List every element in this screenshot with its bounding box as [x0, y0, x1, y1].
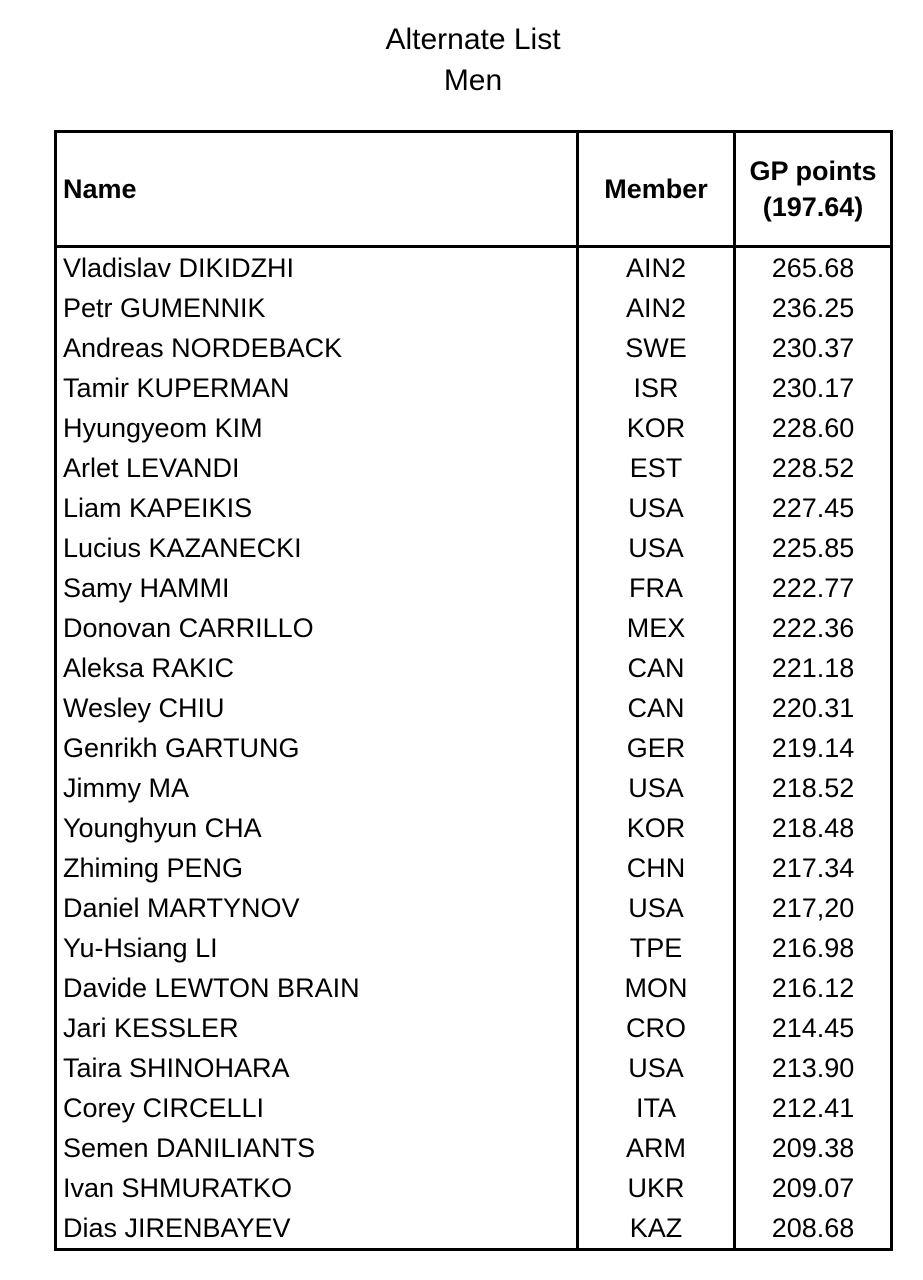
table-header [56, 132, 892, 247]
member-cell: KAZ [578, 1208, 735, 1250]
column-header-gp-points [735, 132, 892, 247]
gp-points-cell: 225.85 [735, 528, 892, 568]
gp-points-cell: 230.37 [735, 328, 892, 368]
skater-name-cell: Daniel MARTYNOV [63, 893, 300, 923]
skater-name-cell: Lucius KAZANECKI [63, 533, 302, 563]
table-row [56, 648, 892, 688]
member-cell: CAN [578, 648, 735, 688]
table-row [56, 448, 892, 488]
member-cell: EST [578, 448, 735, 488]
gp-points-cell: 214.45 [735, 1008, 892, 1048]
table-row [56, 1008, 892, 1048]
column-header-name: Name [56, 132, 578, 247]
skater-name-cell: Davide LEWTON BRAIN [63, 973, 360, 1003]
skater-name-cell: Corey CIRCELLI [63, 1093, 265, 1123]
member-cell: CRO [578, 1008, 735, 1048]
table-row [56, 688, 892, 728]
skater-name-cell: Genrikh GARTUNG [63, 733, 300, 763]
gp-points-cell: 265.68 [735, 247, 892, 289]
member-cell: CHN [578, 848, 735, 888]
table-row [56, 408, 892, 448]
skater-name-cell: Jari KESSLER [63, 1013, 239, 1043]
table-row [56, 968, 892, 1008]
gp-points-cell: 216.98 [735, 928, 892, 968]
gp-points-cell: 217,20 [735, 888, 892, 928]
gp-points-cell: 218.52 [735, 768, 892, 808]
column-header-gp-points-label: GP points [749, 156, 877, 186]
table-row [56, 608, 892, 648]
skater-name-cell: Hyungyeom KIM [63, 413, 263, 443]
skater-name-cell: Vladislav DIKIDZHI [63, 253, 295, 283]
table-row [56, 728, 892, 768]
member-cell: ARM [578, 1128, 735, 1168]
table-row [56, 888, 892, 928]
table-row [56, 368, 892, 408]
gp-points-cell: 212.41 [735, 1088, 892, 1128]
member-cell: USA [578, 888, 735, 928]
table-row [56, 568, 892, 608]
gp-points-cell: 219.14 [735, 728, 892, 768]
alternate-list-table [54, 130, 893, 1251]
member-cell: KOR [578, 808, 735, 848]
gp-points-cell: 236.25 [735, 288, 892, 328]
gp-points-cell: 218.48 [735, 808, 892, 848]
member-cell: AIN2 [578, 288, 735, 328]
gp-points-cell: 222.77 [735, 568, 892, 608]
gp-points-cell: 208.68 [735, 1208, 892, 1250]
table-row [56, 808, 892, 848]
skater-name-cell: Ivan SHMURATKO [63, 1173, 293, 1203]
skater-name-cell: Dias JIRENBAYEV [63, 1213, 291, 1243]
skater-name-cell: Jimmy MA [63, 773, 189, 803]
gp-points-cell: 209.07 [735, 1168, 892, 1208]
skater-name-cell: Yu-Hsiang LI [63, 933, 218, 963]
table-row [56, 1048, 892, 1088]
member-cell: USA [578, 488, 735, 528]
table-row [56, 328, 892, 368]
skater-name-cell: Donovan CARRILLO [63, 613, 314, 643]
gp-points-cell: 217.34 [735, 848, 892, 888]
member-cell: CAN [578, 688, 735, 728]
skater-name-cell: Aleksa RAKIC [63, 653, 235, 683]
gp-points-cell: 220.31 [735, 688, 892, 728]
gp-points-cell: 230.17 [735, 368, 892, 408]
table-row [56, 848, 892, 888]
skater-name-cell: Andreas NORDEBACK [63, 333, 343, 363]
skater-name-cell: Semen DANILIANTS [63, 1133, 316, 1163]
gp-points-cell: 221.18 [735, 648, 892, 688]
skater-name-cell: Taira SHINOHARA [63, 1053, 290, 1083]
gp-points-cell: 213.90 [735, 1048, 892, 1088]
table-row [56, 1168, 892, 1208]
gp-points-cell: 228.52 [735, 448, 892, 488]
table-row [56, 288, 892, 328]
table-row [56, 247, 892, 289]
member-cell: TPE [578, 928, 735, 968]
skater-name-cell: Zhiming PENG [63, 853, 244, 883]
header-row [56, 132, 892, 247]
skater-name-cell: Petr GUMENNIK [63, 293, 266, 323]
skater-name-cell: Samy HAMMI [63, 573, 230, 603]
member-cell: GER [578, 728, 735, 768]
skater-name-cell: Tamir KUPERMAN [63, 373, 290, 403]
member-cell: USA [578, 528, 735, 568]
table-body [56, 247, 892, 1250]
table-row [56, 1208, 892, 1250]
gp-points-cell: 228.60 [735, 408, 892, 448]
table-row [56, 528, 892, 568]
skater-name-cell: Liam KAPEIKIS [63, 493, 253, 523]
skater-name-cell: Arlet LEVANDI [63, 453, 240, 483]
gp-points-cell: 209.38 [735, 1128, 892, 1168]
skater-name-cell: Younghyun CHA [63, 813, 262, 843]
table-row [56, 1128, 892, 1168]
column-header-member: Member [578, 132, 735, 247]
member-cell: USA [578, 768, 735, 808]
table-row [56, 488, 892, 528]
gp-points-cell: 222.36 [735, 608, 892, 648]
member-cell: ITA [578, 1088, 735, 1128]
member-cell: USA [578, 1048, 735, 1088]
member-cell: ISR [578, 368, 735, 408]
member-cell: KOR [578, 408, 735, 448]
gp-points-cell: 227.45 [735, 488, 892, 528]
gp-points-cell: 216.12 [735, 968, 892, 1008]
member-cell: MON [578, 968, 735, 1008]
page-title: Alternate List [385, 23, 561, 56]
member-cell: SWE [578, 328, 735, 368]
table-row [56, 1088, 892, 1128]
skater-name-cell: Wesley CHIU [63, 693, 225, 723]
member-cell: MEX [578, 608, 735, 648]
table-row [56, 768, 892, 808]
table-row [56, 928, 892, 968]
member-cell: AIN2 [578, 247, 735, 289]
member-cell: UKR [578, 1168, 735, 1208]
member-cell: FRA [578, 568, 735, 608]
column-header-gp-points-threshold: (197.64) [762, 192, 864, 222]
page-subtitle: Men [443, 64, 503, 97]
